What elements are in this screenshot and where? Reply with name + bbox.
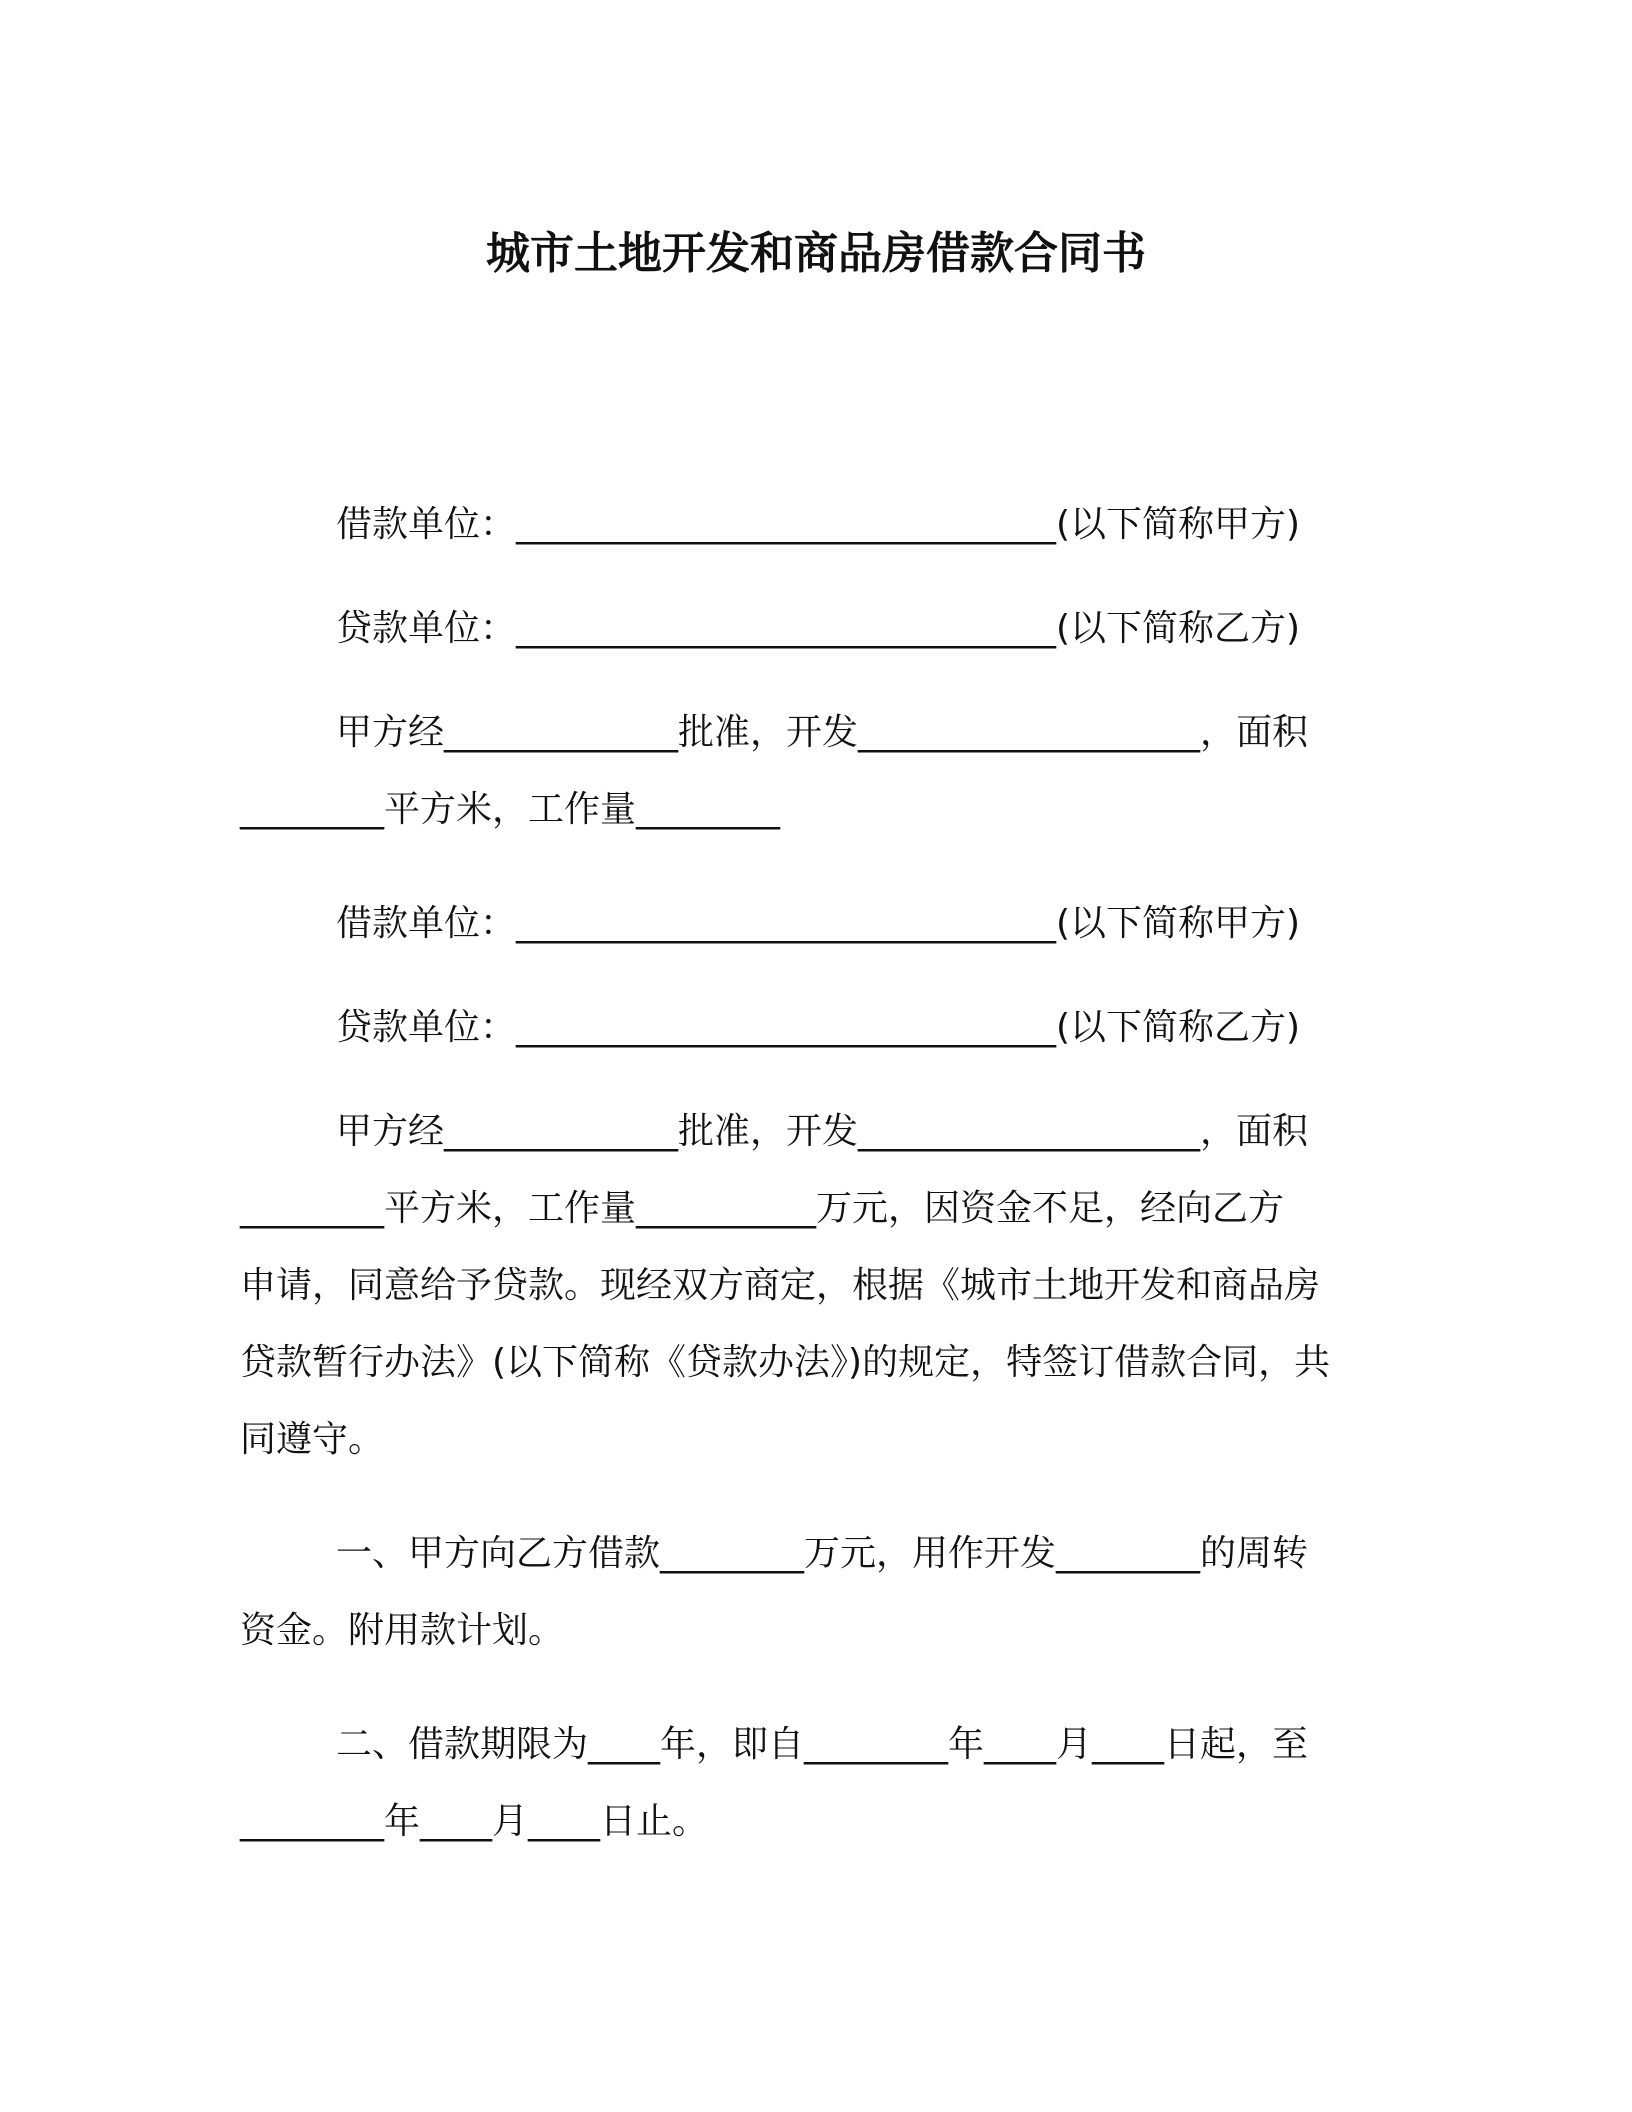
clause-one-line-2: 资金。附用款计划。 bbox=[240, 1610, 565, 1651]
clause-two-line-1: 二、借款期限为____年，即自________年____月____日起，至 bbox=[336, 1724, 1309, 1765]
lender-line-2: 贷款单位：______________________________(以下简称乙方) bbox=[336, 1007, 1301, 1048]
approval-line-1: 甲方经_____________批准，开发___________________，面积 bbox=[336, 712, 1309, 753]
borrower-line-2: 借款单位：______________________________(以下简称甲方) bbox=[336, 903, 1301, 944]
regulation-line: 贷款暂行办法》(以下简称《贷款办法》)的规定，特签订借款合同，共 bbox=[240, 1342, 1331, 1383]
area-line-1: ________平方米，工作量________ bbox=[240, 789, 781, 830]
approval-line-2: 甲方经_____________批准，开发___________________，面积 bbox=[336, 1111, 1309, 1152]
borrower-line-1: 借款单位：______________________________(以下简称甲方) bbox=[336, 504, 1301, 545]
comply-line: 同遵守。 bbox=[240, 1419, 385, 1460]
clause-two-line-2: ________年____月____日止。 bbox=[240, 1801, 709, 1842]
clause-one-line-1: 一、甲方向乙方借款________万元，用作开发________的周转 bbox=[336, 1533, 1309, 1574]
document-title: 城市土地开发和商品房借款合同书 bbox=[486, 228, 1146, 279]
lender-line-1: 贷款单位：______________________________(以下简称乙方) bbox=[336, 608, 1301, 649]
document-body bbox=[240, 486, 1390, 1860]
application-line: 申请，同意给予贷款。现经双方商定，根据《城市土地开发和商品房 bbox=[240, 1265, 1321, 1306]
area-line-2: ________平方米，工作量__________万元，因资金不足，经向乙方 bbox=[240, 1188, 1285, 1229]
